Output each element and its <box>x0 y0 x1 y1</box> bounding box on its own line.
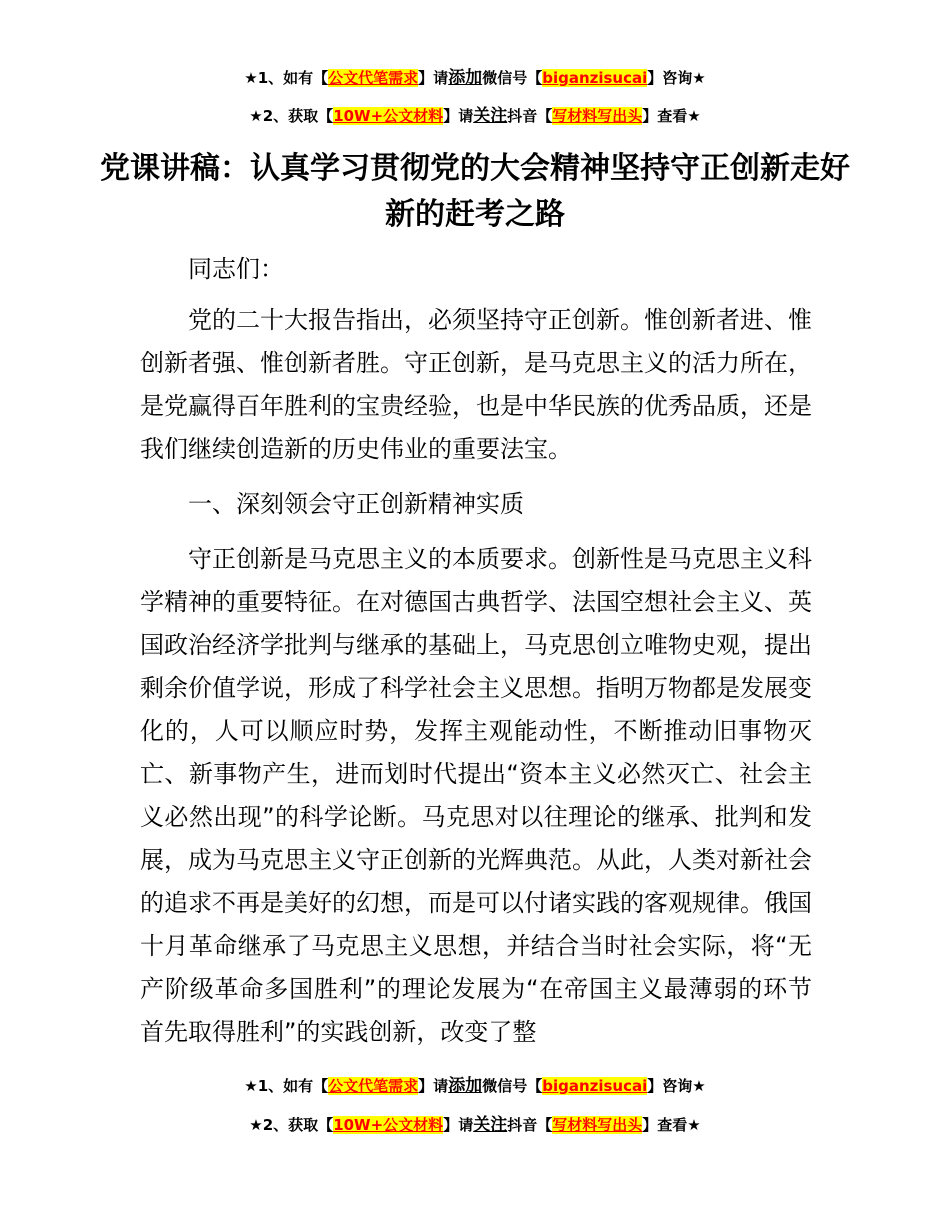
promo-highlight: 10W+公文材料 <box>333 107 444 125</box>
promo-text: 】查看★ <box>642 107 701 125</box>
promo-text: 微信号【 <box>482 69 543 87</box>
promo-emphasis: 关注 <box>473 1115 508 1135</box>
promo-text: 】咨询★ <box>647 1077 706 1095</box>
document-title: 党课讲稿：认真学习贯彻党的大会精神坚持守正创新走好新的赶考之路 <box>100 151 850 232</box>
promo-text: ★1、如有【 <box>244 69 329 87</box>
promo-emphasis: 添加 <box>448 1076 483 1096</box>
promo-text: 】请 <box>418 69 449 87</box>
promo-emphasis: 关注 <box>473 106 508 126</box>
promo-text: 】请 <box>443 1116 474 1134</box>
promo-text: 抖音【 <box>507 107 553 125</box>
promo-highlight: 10W+公文材料 <box>333 1116 444 1134</box>
promo-text: 】请 <box>418 1077 449 1095</box>
body-paragraph: 党的二十大报告指出，必须坚持守正创新。惟创新者进、惟创新者强、惟创新者胜。守正创新，是马克思主义的活力所在，是党赢得百年胜利的宝贵经验，也是中华民族的优秀品质，还是我们继续创造新的历史伟业的重要法宝。 <box>140 306 812 463</box>
promo-highlight: 公文代笔需求 <box>328 1077 419 1095</box>
salutation: 同志们： <box>188 255 284 283</box>
promo-highlight: 写材料写出头 <box>552 1116 643 1134</box>
footer-promo-line-2 <box>0 1115 950 1135</box>
footer-promo-line-1 <box>0 1076 950 1096</box>
document-body <box>140 248 812 1066</box>
section-heading: 一、深刻领会守正创新精神实质 <box>188 490 524 518</box>
promo-highlight: biganzisucai <box>542 1077 648 1095</box>
promo-text: 】咨询★ <box>647 69 706 87</box>
promo-text: 微信号【 <box>482 1077 543 1095</box>
promo-text: 抖音【 <box>507 1116 553 1134</box>
promo-text: 】查看★ <box>642 1116 701 1134</box>
body-paragraph: 守正创新是马克思主义的本质要求。创新性是马克思主义科学精神的重要特征。在对德国古典哲学、法国空想社会主义、英国政治经济学批判与继承的基础上，马克思创立唯物史观，提出剩余价值学说，形成了科学社会主义思想。指明万物都是发展变化的，人可以顺应时势，发挥主观能动性，不断推动旧事物灭亡、新事物产生，进而划时代提出“资本主义必然灭亡、社会主义必然出现”的科学论断。马克思对以往理论的继承、批判和发展，成为马克思主义守正创新的光辉典范。从此，人类对新社会的追求不再是美好的幻想，而是可以付诸实践的客观规律。俄国十月革命继承了马克思主义思想，并结合当时社会实际，将“无产阶级革命多国胜利”的理论发展为“在帝国主义最薄弱的环节首先取得胜利”的实践创新，改变了整 <box>140 545 812 1046</box>
promo-highlight: 公文代笔需求 <box>328 69 419 87</box>
promo-text: ★2、获取【 <box>249 107 334 125</box>
header-promo-line-1 <box>0 68 950 88</box>
promo-text: ★2、获取【 <box>249 1116 334 1134</box>
promo-highlight: biganzisucai <box>542 69 648 87</box>
promo-highlight: 写材料写出头 <box>552 107 643 125</box>
promo-text: 】请 <box>443 107 474 125</box>
header-promo-line-2 <box>0 106 950 126</box>
promo-emphasis: 添加 <box>448 68 483 88</box>
promo-text: ★1、如有【 <box>244 1077 329 1095</box>
